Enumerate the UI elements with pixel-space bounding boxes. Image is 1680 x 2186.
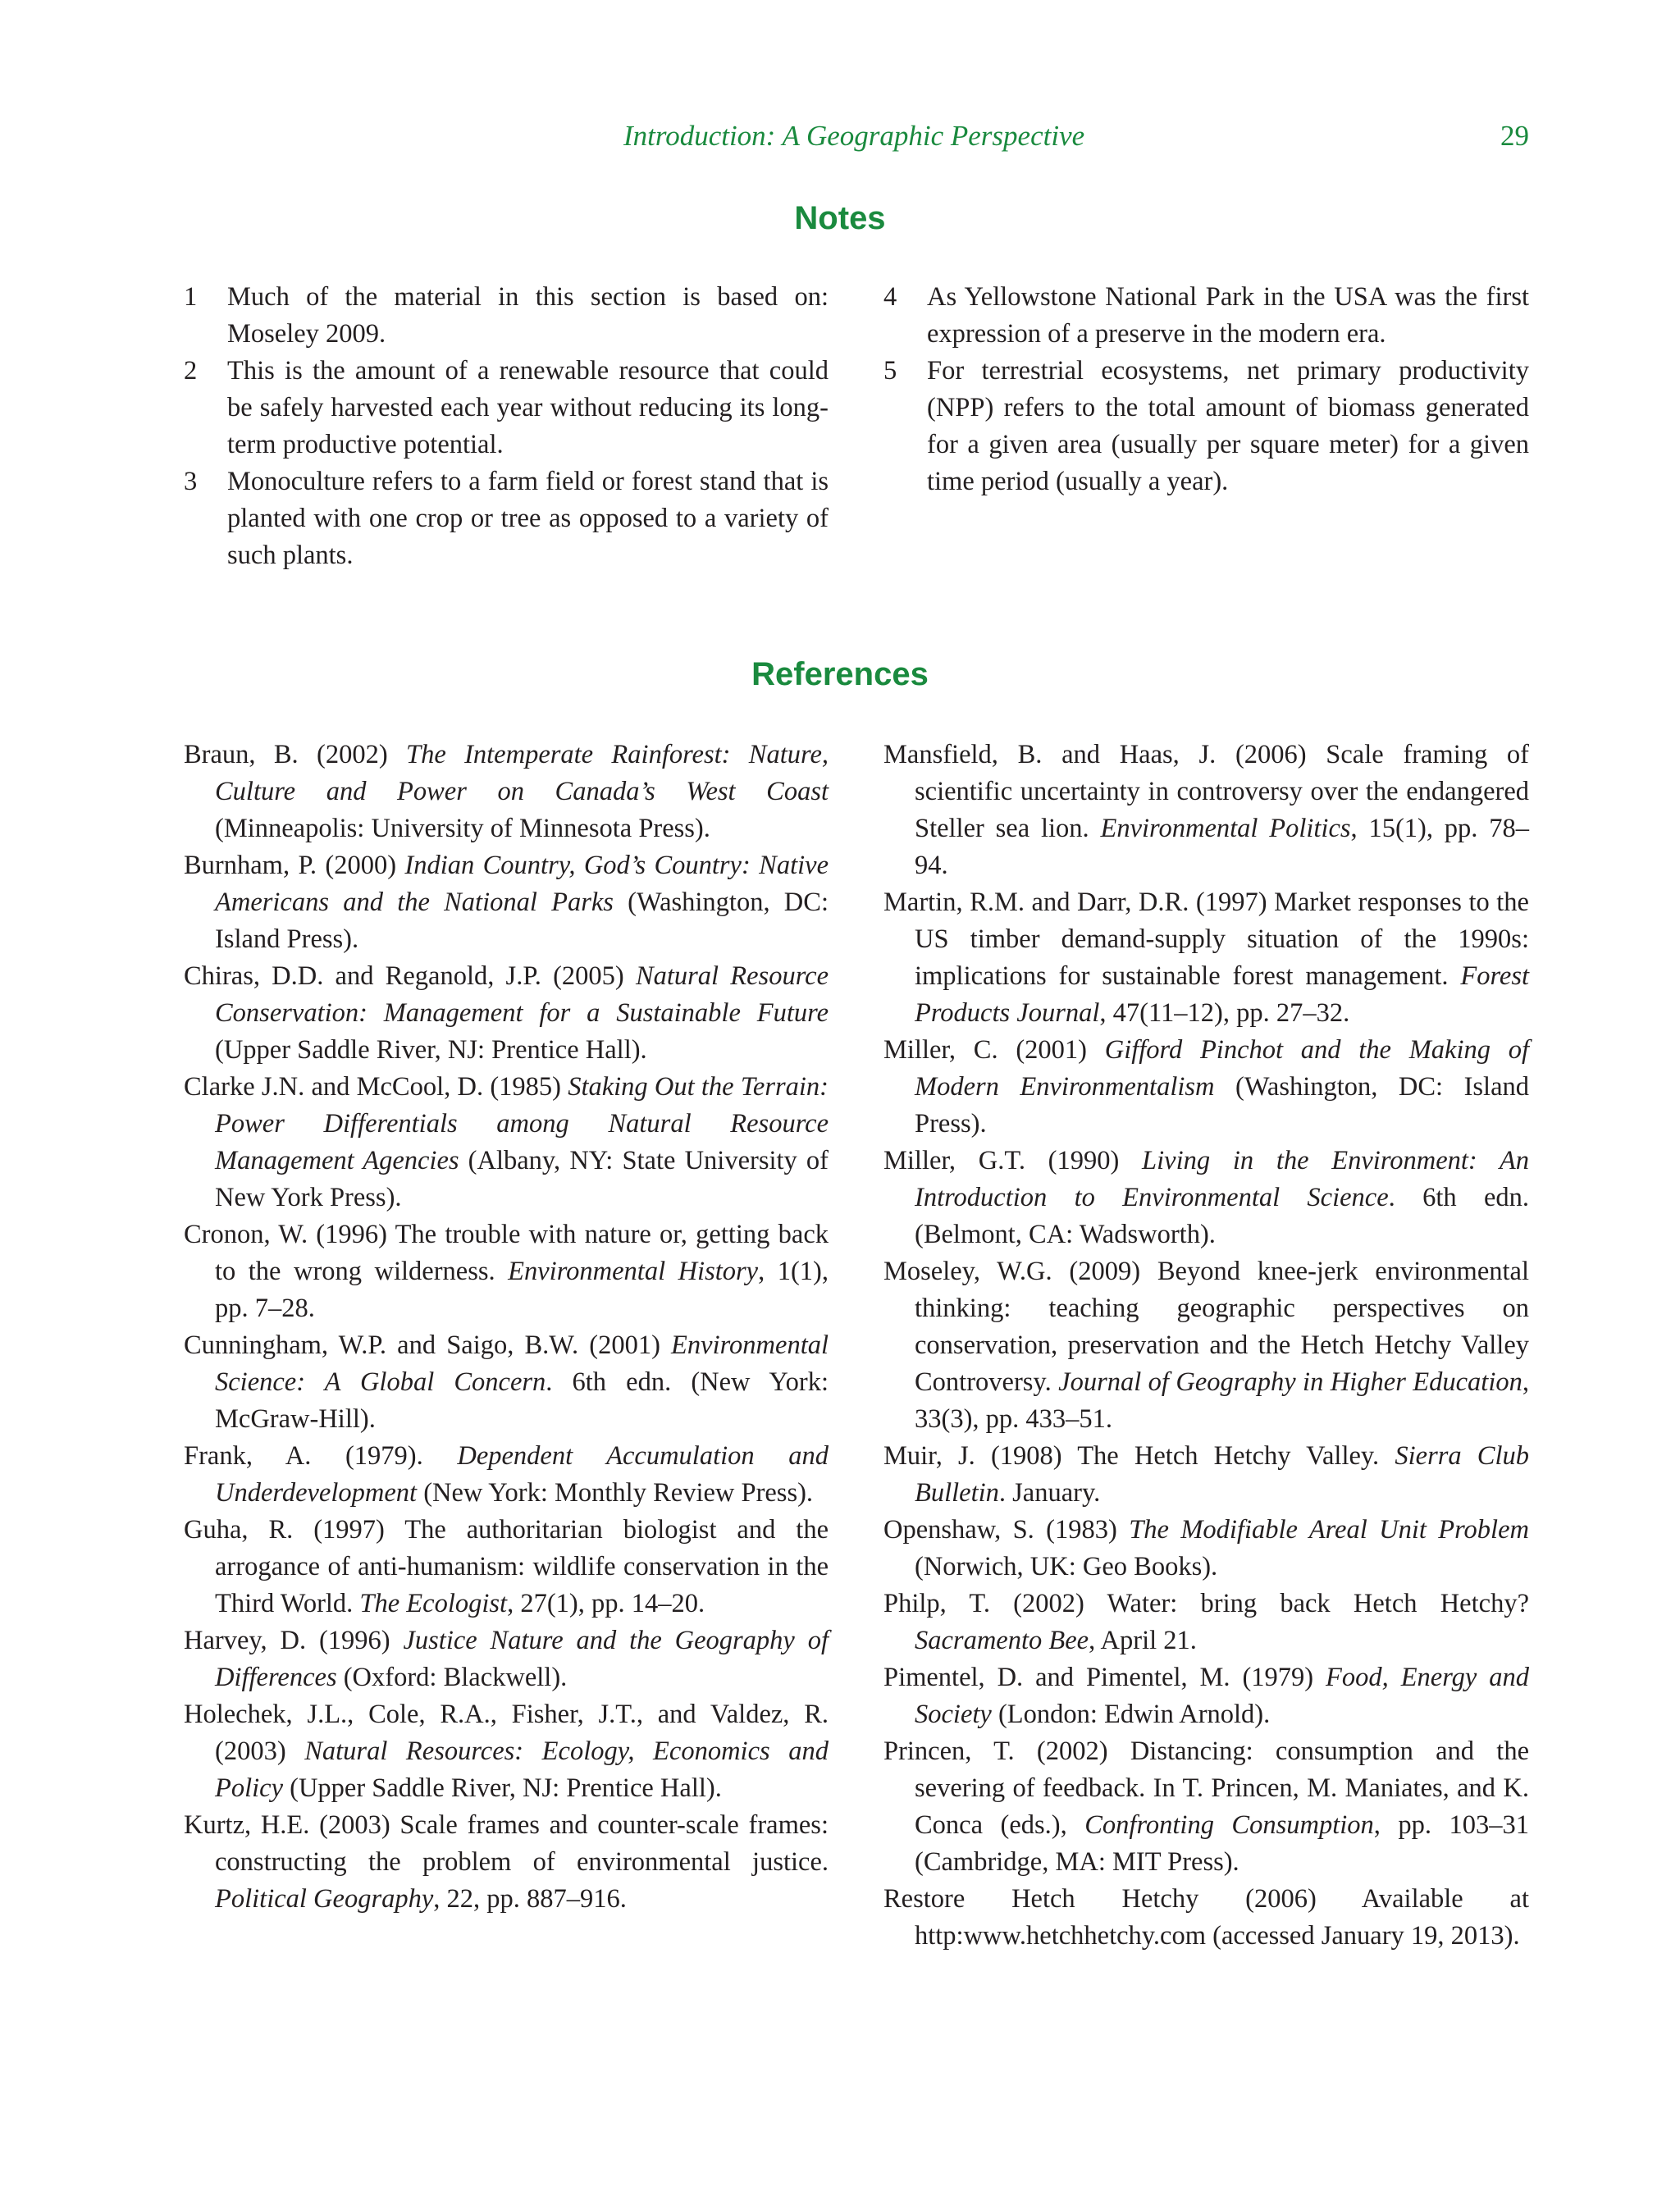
reference-entry: Chiras, D.D. and Reganold, J.P. (2005) Natural Resource Conservation: Management for a Sustainable Future (Upper Saddle River, NJ: Prentice Hall). [184,961,829,1065]
note-number: 3 [184,467,198,496]
reference-entry: Braun, B. (2002) The Intemperate Rainforest: Nature, Culture and Power on Canada’s West Coast (Minneapolis: University of Minnesota Press). [184,740,829,843]
reference-entry: Cunningham, W.P. and Saigo, B.W. (2001) Environmental Science: A Global Concern. 6th edn. (New York: McGraw-Hill). [184,1330,829,1434]
references-heading: References [751,656,929,692]
reference-entry: Miller, G.T. (1990) Living in the Environment: An Introduction to Environmental Science. 6th edn. (Belmont, CA: Wadsworth). [883,1146,1529,1249]
reference-entry: Princen, T. (2002) Distancing: consumption and the severing of feedback. In T. Princen, M. Maniates, and K. Conca (eds.), Confronting Consumption, pp. 103–31 (Cambridge, MA: MIT Press). [883,1736,1530,1877]
notes-heading: Notes [794,200,886,236]
reference-entry: Openshaw, S. (1983) The Modifiable Areal Unit Problem (Norwich, UK: Geo Books). [883,1515,1529,1581]
note-text: For terrestrial ecosystems, net primary productivity (NPP) refers to the total amount of biomass generated for a given area (usually per square meter) for a given time period (usually a year). [927,356,1529,496]
note-number: 5 [883,356,897,386]
note-number: 4 [883,282,897,312]
notes-column-right [883,279,1529,500]
reference-entry: Mansfield, B. and Haas, J. (2006) Scale framing of scientific uncertainty in controversy over the endangered Steller sea lion. Environmental Politics, 15(1), pp. 78–94. [883,740,1529,880]
reference-entry: Martin, R.M. and Darr, D.R. (1997) Market responses to the US timber demand-supply situation of the 1990s: implications for sustainable forest management. Forest Products Journal, 47(11–12), pp. 27–32. [883,888,1529,1028]
reference-entry: Moseley, W.G. (2009) Beyond knee-jerk environmental thinking: teaching geographic perspectives on conservation, preservation and the Hetch Hetchy Valley Controversy. Journal of Geography in Higher Education, 33(3), pp. 433–51. [883,1257,1529,1434]
note-text: This is the amount of a renewable resource that could be safely harvested each year without reducing its long-term productive potential. [227,356,829,459]
note-item [184,463,829,574]
reference-entry: Cronon, W. (1996) The trouble with nature or, getting back to the wrong wilderness. Environmental History, 1(1), pp. 7–28. [184,1220,829,1323]
notes-column-left [184,279,829,574]
reference-entry[interactable]: Restore Hetch Hetchy (2006) Available at http:www.hetchhetchy.com (accessed January 19, 2013). [883,1884,1529,1951]
reference-entry: Holechek, J.L., Cole, R.A., Fisher, J.T., and Valdez, R. (2003) Natural Resources: Ecology, Economics and Policy (Upper Saddle River, NJ: Prentice Hall). [184,1700,829,1803]
reference-entry: Clarke J.N. and McCool, D. (1985) Staking Out the Terrain: Power Differentials among Natural Resource Management Agencies (Albany, NY: State University of New York Press). [184,1072,829,1212]
reference-entry: Pimentel, D. and Pimentel, M. (1979) Food, Energy and Society (London: Edwin Arnold). [883,1663,1530,1729]
reference-entry: Harvey, D. (1996) Justice Nature and the Geography of Differences (Oxford: Blackwell). [184,1626,829,1692]
running-head-title: Introduction: A Geographic Perspective [623,120,1085,152]
note-item [184,353,829,463]
references-column-right [883,737,1529,1955]
reference-entry: Miller, C. (2001) Gifford Pinchot and the Making of Modern Environmentalism (Washington, DC: Island Press). [883,1035,1529,1139]
reference-entry: Philp, T. (2002) Water: bring back Hetch Hetchy? Sacramento Bee, April 21. [883,1589,1529,1655]
reference-entry: Guha, R. (1997) The authoritarian biologist and the arrogance of anti-humanism: wildlife conservation in the Third World. The Ecologist, 27(1), pp. 14–20. [184,1515,829,1618]
page-number: 29 [1500,120,1529,152]
note-item [184,279,829,353]
references-column-left [184,737,829,1918]
note-text: Monoculture refers to a farm field or forest stand that is planted with one crop or tree as opposed to a variety of such plants. [227,467,829,570]
note-number: 1 [184,282,198,312]
note-item [883,353,1529,500]
note-number: 2 [184,356,198,386]
reference-entry: Kurtz, H.E. (2003) Scale frames and counter-scale frames: constructing the problem of environmental justice. Political Geography, 22, pp. 887–916. [184,1810,829,1914]
note-text: As Yellowstone National Park in the USA was the first expression of a preserve in the modern era. [927,282,1529,349]
running-head [0,120,1680,161]
reference-entry: Burnham, P. (2000) Indian Country, God’s Country: Native Americans and the National Parks (Washington, DC: Island Press). [184,851,829,954]
note-item [883,279,1529,353]
note-text: Much of the material in this section is based on: Moseley 2009. [227,282,829,349]
reference-entry: Muir, J. (1908) The Hetch Hetchy Valley. Sierra Club Bulletin. January. [883,1441,1529,1508]
reference-entry: Frank, A. (1979). Dependent Accumulation and Underdevelopment (New York: Monthly Review Press). [184,1441,829,1508]
